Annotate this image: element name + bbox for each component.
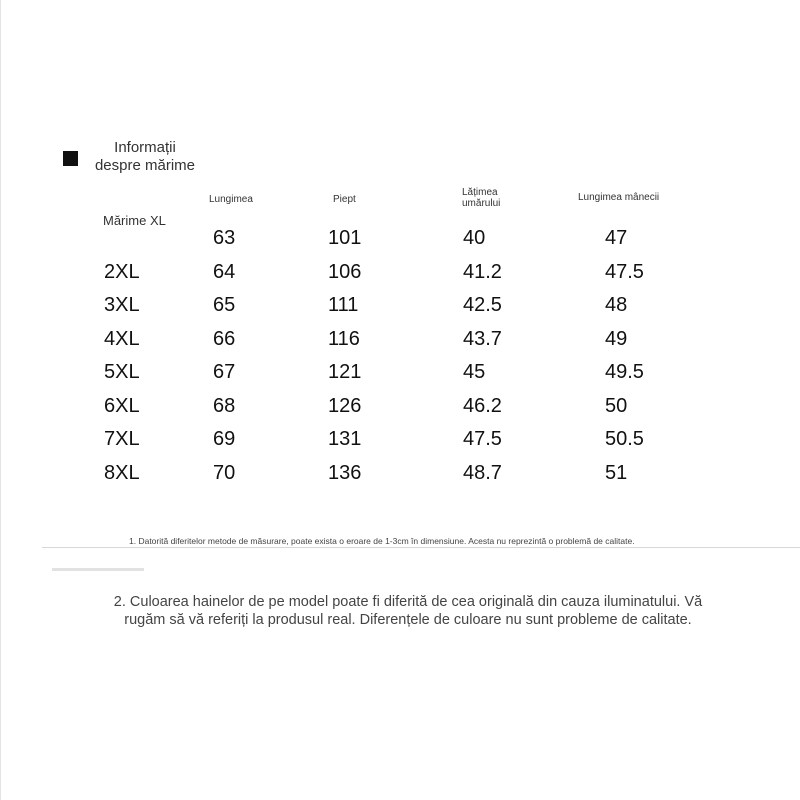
table-row — [0, 260, 800, 294]
chest-cell: 111 — [328, 294, 359, 316]
length-cell: 65 — [213, 294, 236, 316]
sleeve-cell: 50.5 — [605, 428, 644, 450]
color-note-line2: rugăm să vă referiți la produsul real. Diferențele de culoare nu sunt probleme de calitate. — [124, 612, 692, 628]
size-cell: 5XL — [104, 361, 140, 383]
shoulder-cell: 41.2 — [463, 261, 502, 283]
shoulder-cell: 40 — [463, 227, 486, 249]
table-row — [0, 427, 800, 461]
color-note-line1: 2. Culoarea hainelor de pe model poate fi diferită de cea originală din cauza iluminatului. Vă — [113, 594, 703, 610]
square-bullet-icon — [63, 151, 78, 166]
sleeve-cell: 49.5 — [605, 361, 644, 383]
table-row — [0, 394, 800, 428]
divider — [42, 547, 800, 548]
sleeve-cell: 51 — [605, 462, 628, 484]
size-cell: 3XL — [104, 294, 140, 316]
section-title — [85, 139, 205, 175]
header-shoulder-line1: Lățimea — [462, 187, 498, 198]
chest-cell: 106 — [328, 261, 362, 283]
table-row — [0, 226, 800, 260]
shoulder-cell: 45 — [463, 361, 486, 383]
size-cell: 7XL — [104, 428, 140, 450]
chest-cell: 101 — [328, 227, 362, 249]
length-cell: 68 — [213, 395, 236, 417]
header-chest: Piept — [333, 194, 356, 205]
chest-cell: 136 — [328, 462, 362, 484]
sleeve-cell: 50 — [605, 395, 628, 417]
section-title-line2: despre mărime — [94, 157, 196, 174]
shoulder-cell: 47.5 — [463, 428, 502, 450]
size-cell: 8XL — [104, 462, 140, 484]
shoulder-cell: 48.7 — [463, 462, 502, 484]
length-cell: 70 — [213, 462, 236, 484]
color-note — [68, 593, 748, 629]
header-shoulder-line2: umărului — [462, 198, 501, 209]
shoulder-cell: 42.5 — [463, 294, 502, 316]
header-shoulder — [462, 187, 506, 209]
header-sleeve: Lungimea mânecii — [578, 192, 660, 203]
table-row — [0, 461, 800, 495]
length-cell: 67 — [213, 361, 236, 383]
sleeve-cell: 48 — [605, 294, 628, 316]
faded-text-artifact — [52, 568, 144, 571]
length-cell: 69 — [213, 428, 236, 450]
size-label-xl: Mărime XL — [103, 213, 166, 228]
measurement-note: 1. Datorită diferitelor metode de măsurare, poate exista o eroare de 1-3cm în dimensiune. Acesta nu reprezintă o problemă de calitate. — [129, 536, 635, 546]
chest-cell: 126 — [328, 395, 362, 417]
shoulder-cell: 46.2 — [463, 395, 502, 417]
section-title-line1: Informații — [114, 139, 176, 156]
sleeve-cell: 49 — [605, 328, 628, 350]
chest-cell: 121 — [328, 361, 362, 383]
size-cell: 6XL — [104, 395, 140, 417]
length-cell: 66 — [213, 328, 236, 350]
shoulder-cell: 43.7 — [463, 328, 502, 350]
table-row — [0, 327, 800, 361]
table-row — [0, 293, 800, 327]
length-cell: 64 — [213, 261, 236, 283]
chest-cell: 116 — [328, 328, 360, 350]
size-cell: 2XL — [104, 261, 140, 283]
chest-cell: 131 — [328, 428, 362, 450]
length-cell: 63 — [213, 227, 236, 249]
sleeve-cell: 47 — [605, 227, 628, 249]
table-row — [0, 360, 800, 394]
sleeve-cell: 47.5 — [605, 261, 644, 283]
size-cell: 4XL — [104, 328, 140, 350]
header-length: Lungimea — [209, 194, 253, 205]
